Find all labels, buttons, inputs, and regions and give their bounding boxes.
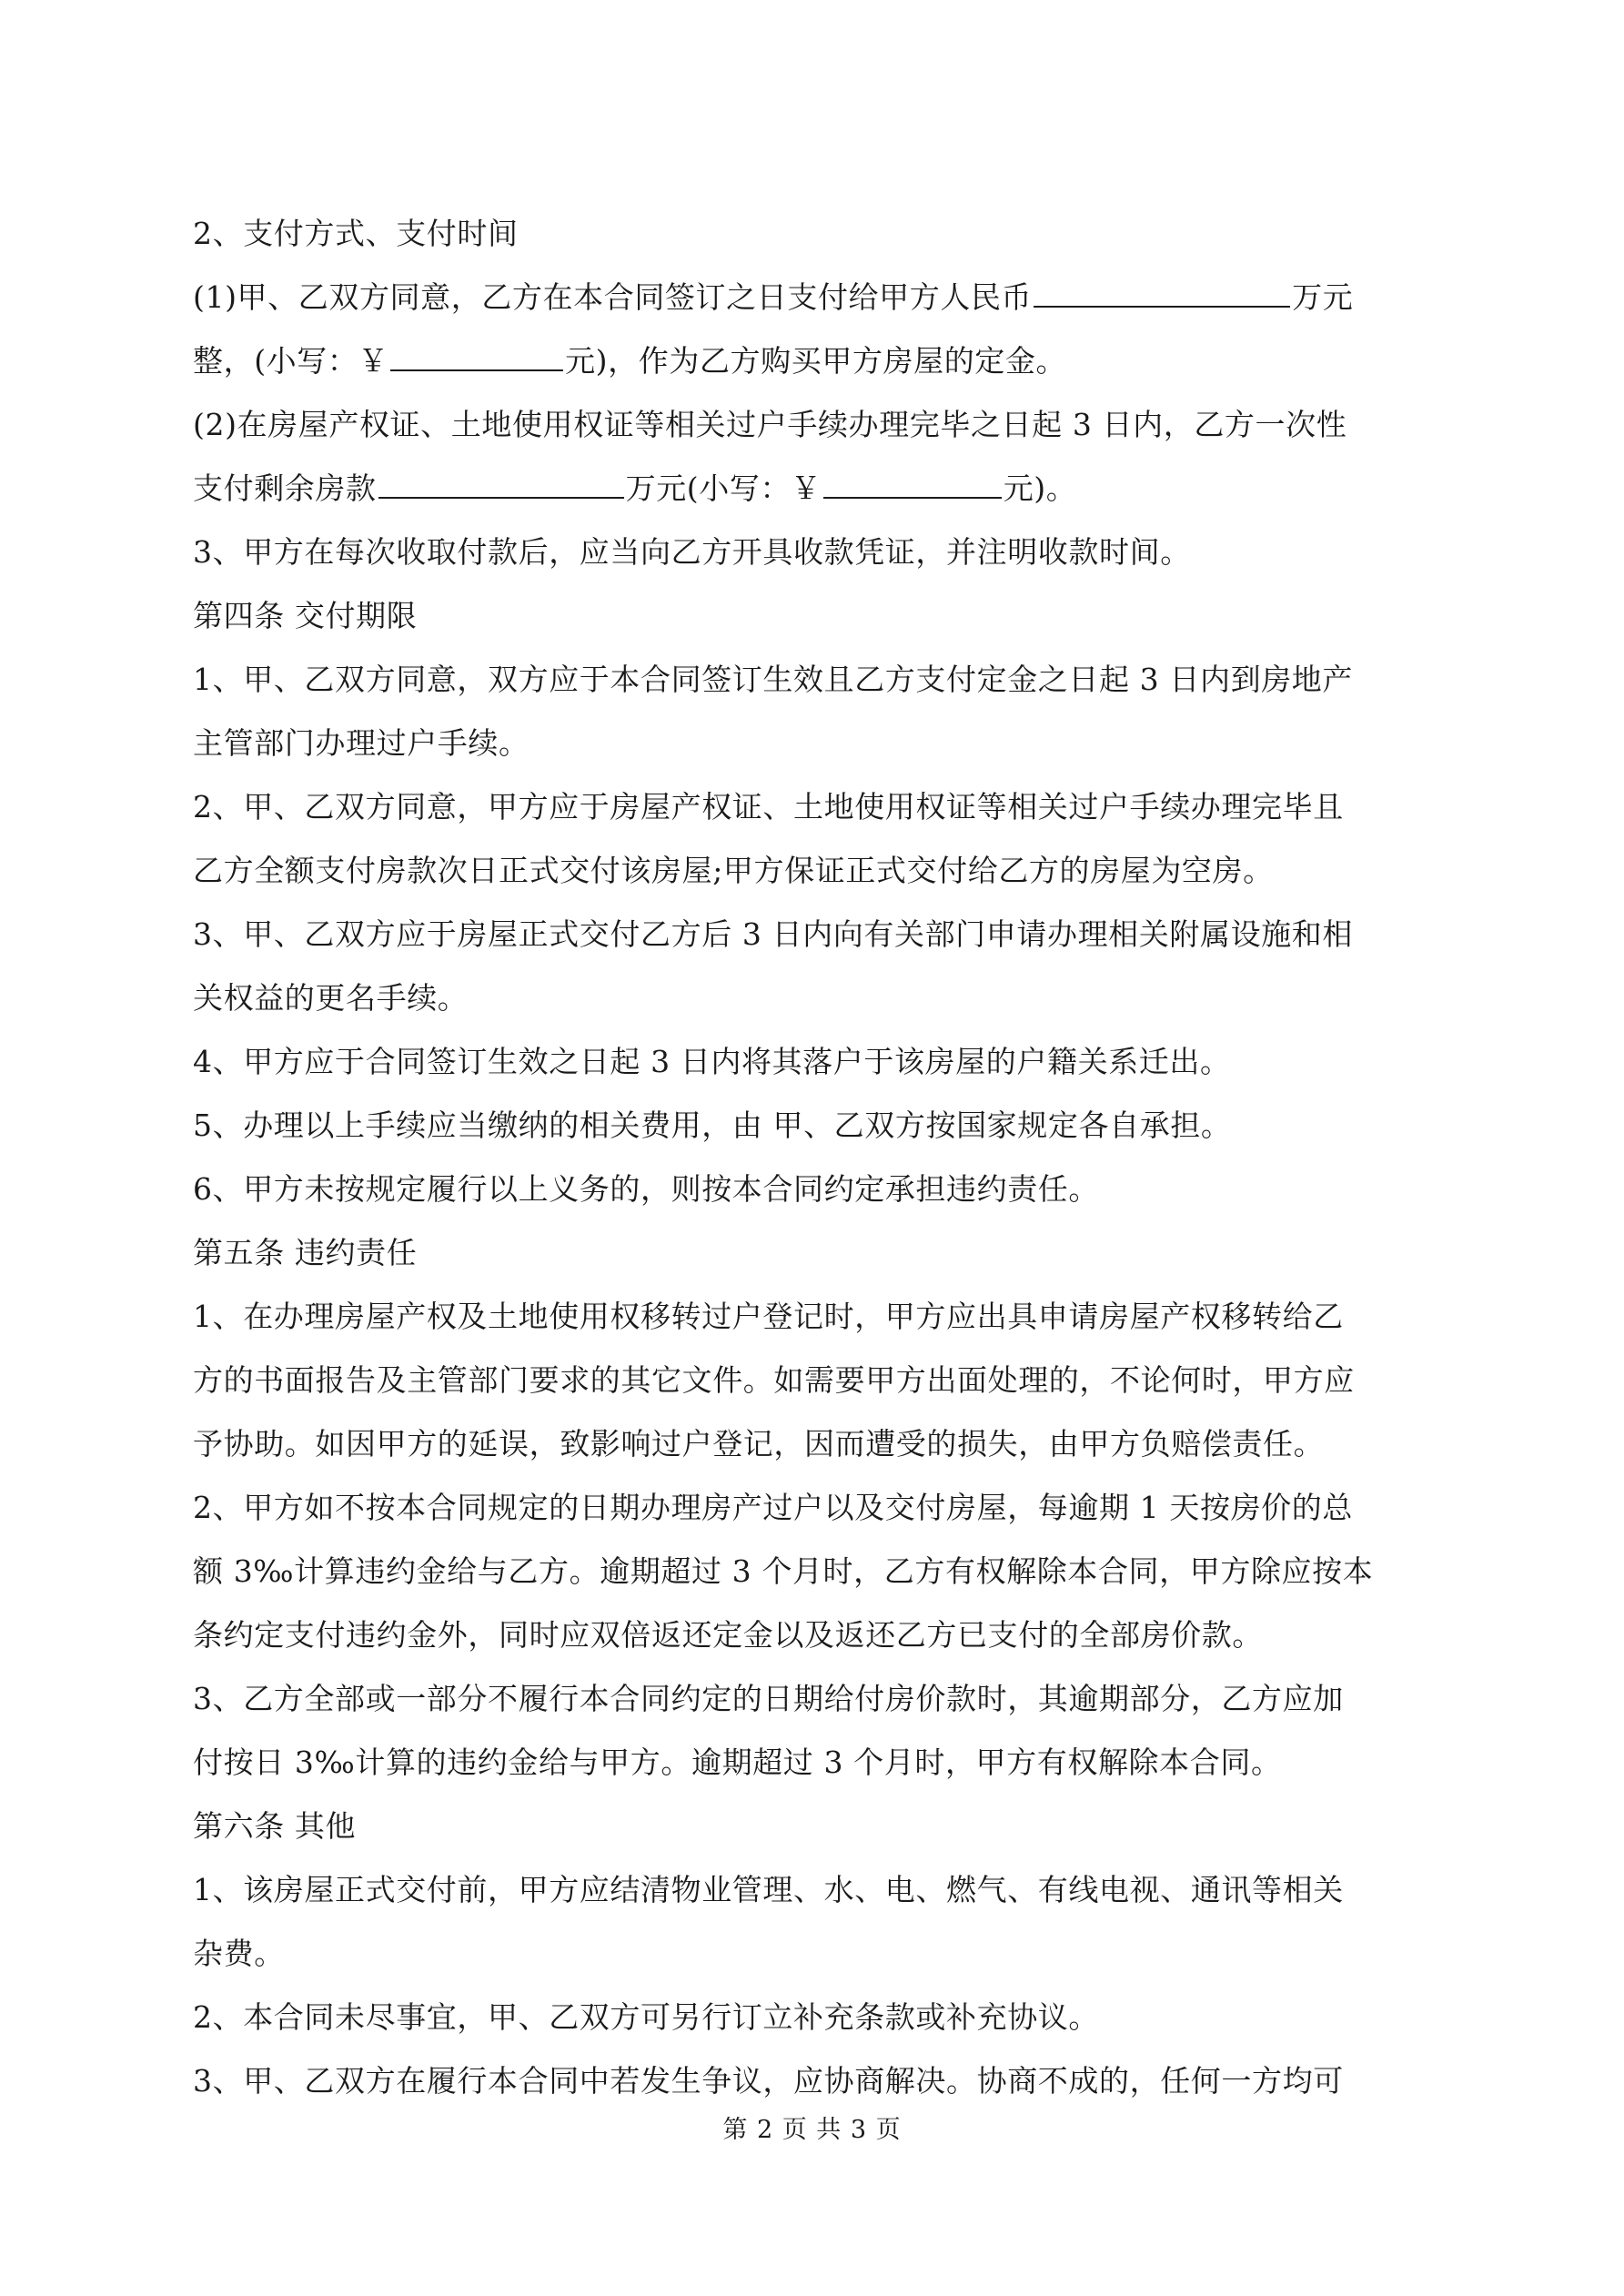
text-line: 3、乙方全部或一部分不履行本合同约定的日期给付房价款时，其逾期部分，乙方应加 <box>193 1681 1344 1716</box>
text-line: 付按日 3‰计算的违约金给与甲方。逾期超过 3 个月时，甲方有权解除本合同。 <box>193 1745 1282 1780</box>
text-line: 1、该房屋正式交付前，甲方应结清物业管理、水、电、燃气、有线电视、通讯等相关 <box>193 1872 1344 1907</box>
fill-in-blank <box>390 337 563 371</box>
text-line: 关权益的更名手续。 <box>193 980 469 1016</box>
page-number-footer: 第 2 页 共 3 页 <box>722 2116 902 2144</box>
text-line: 3、甲、乙双方在履行本合同中若发生争议，应协商解决。协商不成的，任何一方均可 <box>193 2063 1344 2099</box>
fill-in-blank <box>823 464 1002 499</box>
fill-in-blank <box>1034 273 1290 308</box>
text-line <box>193 329 1448 393</box>
text-segment: 万元(小写：￥ <box>625 470 822 506</box>
text-segment: 元)，作为乙方购买甲方房屋的定金。 <box>565 343 1067 379</box>
text-line: 乙方全额支付房款次日正式交付该房屋;甲方保证正式交付给乙方的房屋为空房。 <box>193 853 1274 888</box>
text-line <box>193 266 1448 329</box>
text-line: 6、甲方未按规定履行以上义务的，则按本合同约定承担违约责任。 <box>193 1171 1099 1207</box>
text-line: 2、本合同未尽事宜，甲、乙双方可另行订立补充条款或补充协议。 <box>193 1999 1099 2035</box>
document-body <box>193 202 1448 2113</box>
text-line: 主管部门办理过户手续。 <box>193 725 530 761</box>
text-line: 1、甲、乙双方同意，双方应于本合同签订生效且乙方支付定金之日起 3 日内到房地产 <box>193 662 1353 697</box>
text-line: 杂费。 <box>193 1936 285 1971</box>
text-segment: 元)。 <box>1003 470 1077 506</box>
text-line <box>193 457 1448 521</box>
text-line: 额 3‰计算违约金给与乙方。逾期超过 3 个月时，乙方有权解除本合同，甲方除应按本 <box>193 1553 1374 1589</box>
text-line: 方的书面报告及主管部门要求的其它文件。如需要甲方出面处理的，不论何时，甲方应 <box>193 1362 1355 1398</box>
text-line: 条约定支付违约金外，同时应双倍返还定金以及返还乙方已支付的全部房价款。 <box>193 1617 1263 1653</box>
fill-in-blank <box>378 464 624 499</box>
section-heading: 第六条 其他 <box>193 1808 357 1844</box>
section-heading: 第五条 违约责任 <box>193 1235 418 1270</box>
text-line: 5、办理以上手续应当缴纳的相关费用，由 甲、乙双方按国家规定各自承担。 <box>193 1108 1232 1143</box>
text-line: 2、支付方式、支付时间 <box>193 216 519 251</box>
text-line: (2)在房屋产权证、土地使用权证等相关过户手续办理完毕之日起 3 日内，乙方一次性 <box>193 407 1347 442</box>
text-segment: 支付剩余房款 <box>193 470 377 506</box>
text-line: 1、在办理房屋产权及土地使用权移转过户登记时，甲方应出具申请房屋产权移转给乙 <box>193 1299 1344 1334</box>
text-segment: (1)甲、乙双方同意，乙方在本合同签订之日支付给甲方人民币 <box>193 279 1033 315</box>
text-line: 3、甲方在每次收取付款后，应当向乙方开具收款凭证，并注明收款时间。 <box>193 534 1191 570</box>
text-line: 予协助。如因甲方的延误，致影响过户登记，因而遭受的损失，由甲方负赔偿责任。 <box>193 1426 1325 1462</box>
text-line: 4、甲方应于合同签订生效之日起 3 日内将其落户于该房屋的户籍关系迁出。 <box>193 1044 1231 1079</box>
text-line: 3、甲、乙双方应于房屋正式交付乙方后 3 日内向有关部门申请办理相关附属设施和相 <box>193 916 1353 952</box>
text-segment: 整，(小写：￥ <box>193 343 389 379</box>
section-heading: 第四条 交付期限 <box>193 598 418 633</box>
text-segment: 万元 <box>1292 279 1354 315</box>
text-line: 2、甲方如不按本合同规定的日期办理房产过户以及交付房屋，每逾期 1 天按房价的总 <box>193 1490 1353 1525</box>
text-line: 2、甲、乙双方同意，甲方应于房屋产权证、土地使用权证等相关过户手续办理完毕且 <box>193 789 1344 824</box>
